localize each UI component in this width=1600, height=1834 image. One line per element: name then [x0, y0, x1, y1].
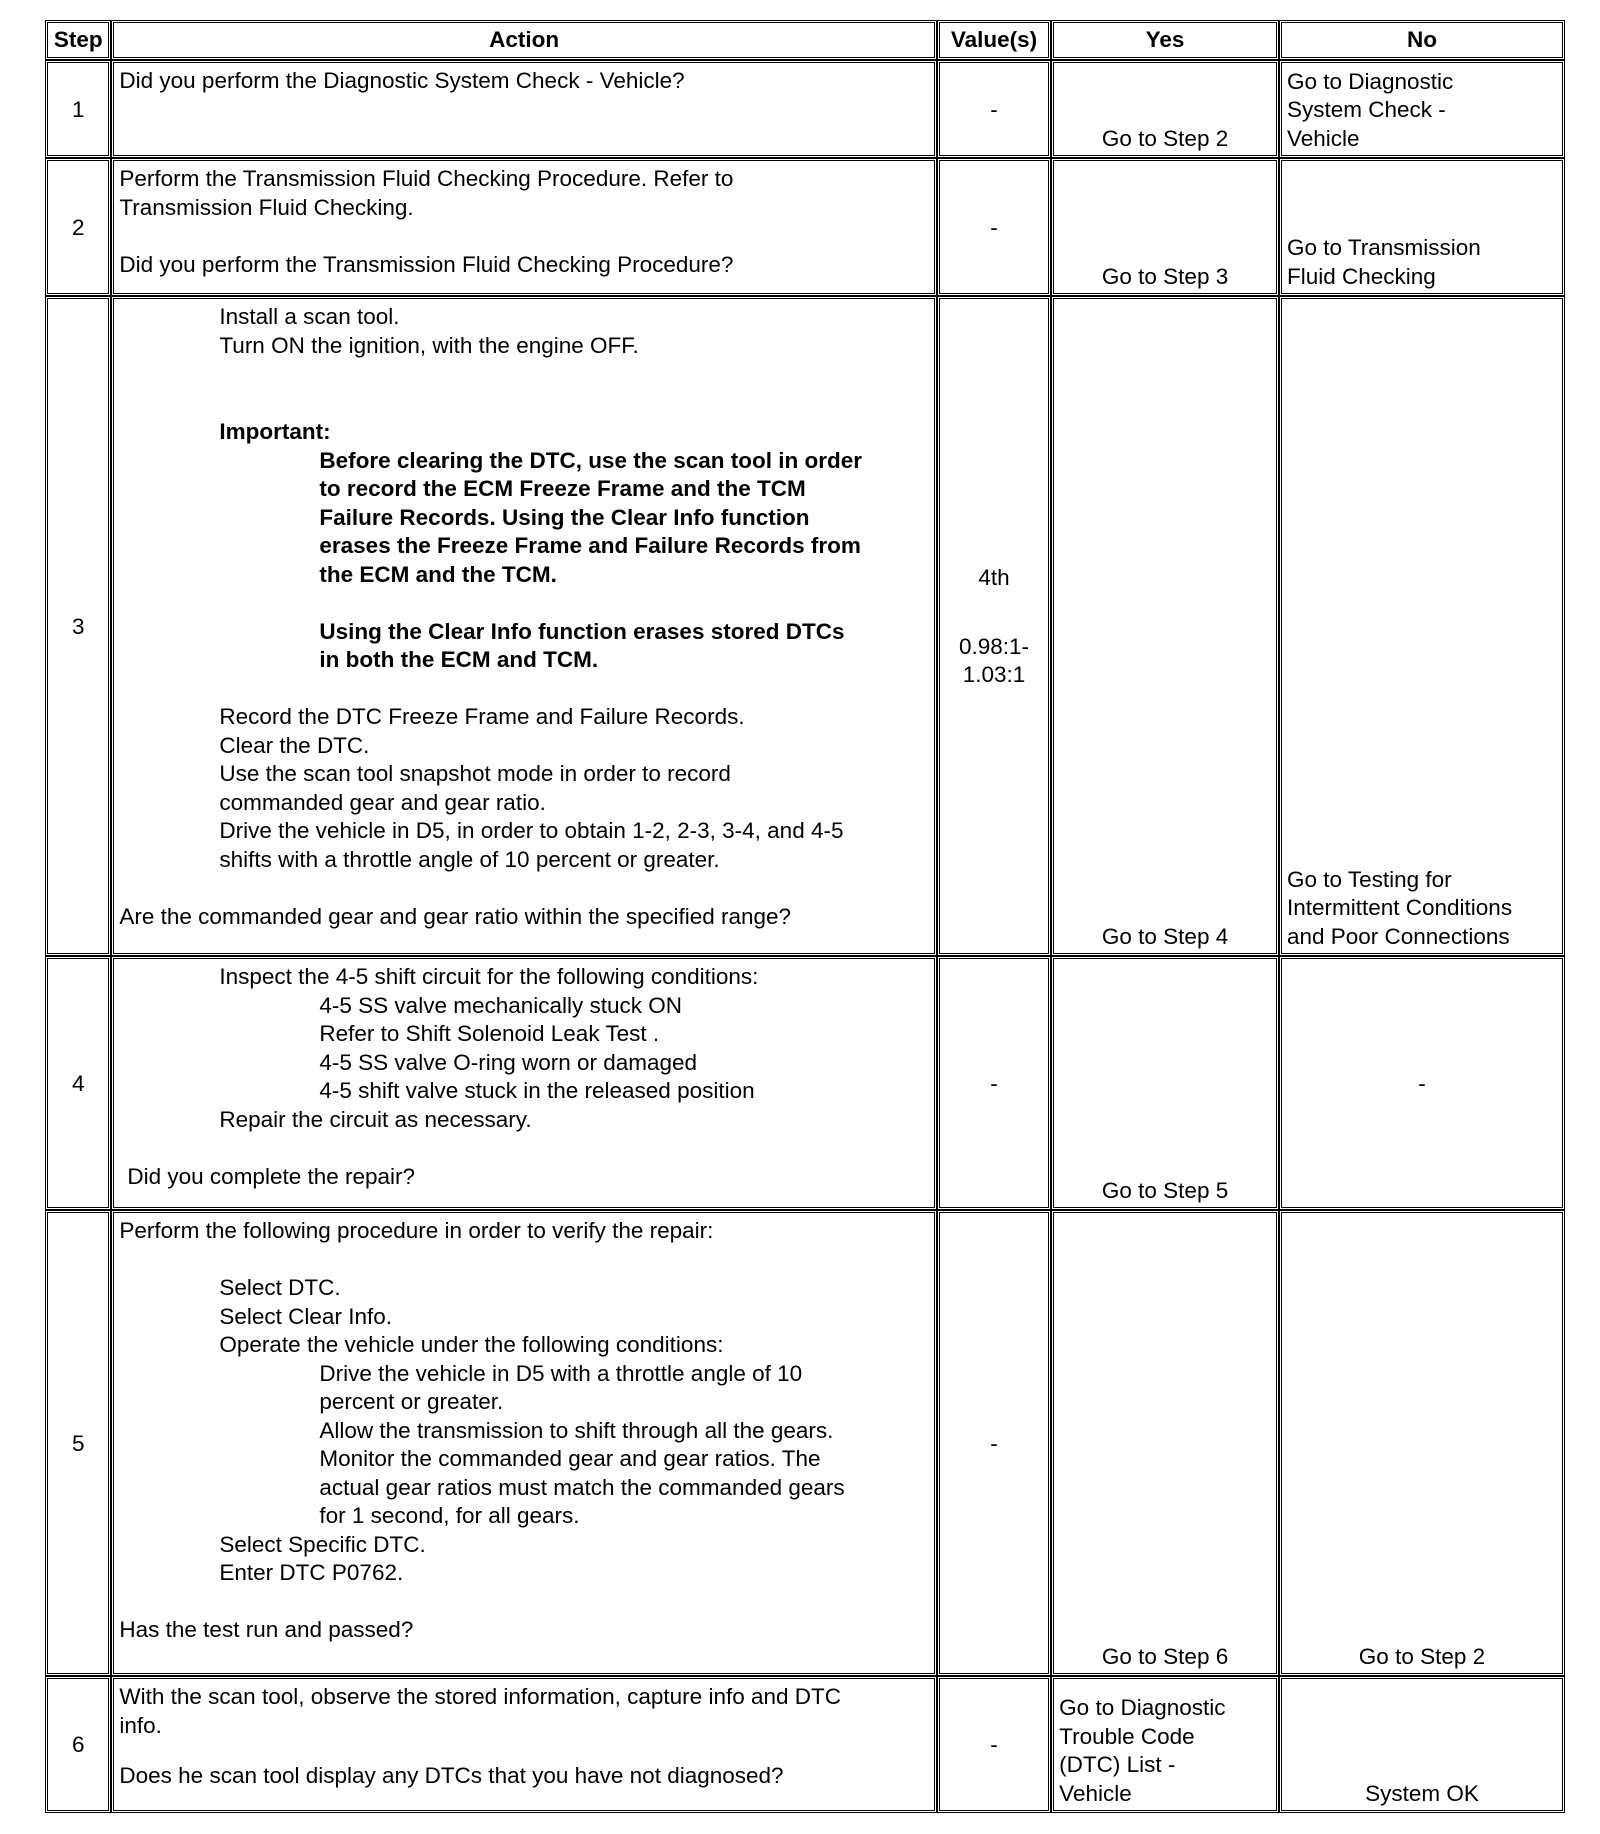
action-line: Does he scan tool display any DTCs that you have not diagnosed?	[119, 1763, 784, 1788]
yes-cell	[1051, 1676, 1279, 1813]
value-cell: -	[937, 1210, 1051, 1676]
step-number: 5	[45, 1210, 111, 1676]
important-text: Failure Records. Using the Clear Info function	[319, 504, 810, 530]
action-line: Select DTC.	[219, 1275, 341, 1300]
action-line: Install a scan tool.	[219, 304, 400, 329]
step-number: 6	[45, 1676, 111, 1813]
action-line: Did you perform the Transmission Fluid Checking Procedure?	[119, 251, 734, 277]
value-line: 1.03:1	[962, 662, 1026, 688]
spacer	[119, 1588, 928, 1617]
diagnostic-table	[45, 20, 1565, 1813]
no-line: and Poor Connections	[1286, 923, 1510, 949]
table-row	[45, 1210, 1565, 1676]
important-text: to record the ECM Freeze Frame and the TCM	[319, 476, 806, 501]
no-cell	[1279, 158, 1565, 296]
no-line: Fluid Checking	[1286, 263, 1436, 289]
yes-cell: Go to Step 3	[1051, 158, 1279, 296]
header-step: Step	[45, 20, 111, 60]
no-line: Go to Testing for	[1286, 866, 1452, 892]
header-action: Action	[111, 20, 936, 60]
yes-cell: Go to Step 5	[1051, 956, 1279, 1210]
action-line: Did you complete the repair?	[127, 1163, 416, 1189]
action-line: shifts with a throttle angle of 10 percent or greater.	[219, 846, 720, 872]
action-line: actual gear ratios must match the commanded gears	[319, 1474, 845, 1500]
action-line: Transmission Fluid Checking.	[119, 194, 414, 220]
yes-cell: Go to Step 4	[1051, 296, 1279, 956]
step-number: 2	[45, 158, 111, 296]
action-line: Are the commanded gear and gear ratio within the specified range?	[119, 903, 792, 929]
action-cell	[111, 158, 936, 296]
spacer	[119, 1740, 928, 1762]
yes-cell: Go to Step 2	[1051, 60, 1279, 158]
value-cell: -	[937, 956, 1051, 1210]
no-cell	[1279, 296, 1565, 956]
value-cell: -	[937, 1676, 1051, 1813]
no-line: Vehicle	[1286, 125, 1360, 151]
header-row	[45, 20, 1565, 60]
no-line: Go to Transmission	[1286, 235, 1481, 260]
no-cell: Go to Step 2	[1279, 1210, 1565, 1676]
action-line: 4-5 SS valve mechanically stuck ON	[319, 992, 683, 1018]
action-cell	[111, 60, 936, 158]
important-text: erases the Freeze Frame and Failure Records from	[319, 533, 861, 558]
action-line: percent or greater.	[319, 1389, 504, 1414]
spacer	[119, 1246, 928, 1275]
table-row	[45, 60, 1565, 158]
action-cell	[111, 1210, 936, 1676]
action-line: Did you perform the Diagnostic System Check - Vehicle?	[119, 68, 685, 93]
table-row	[45, 158, 1565, 296]
yes-line: Trouble Code	[1059, 1723, 1195, 1749]
spacer	[119, 675, 928, 704]
action-line: Perform the Transmission Fluid Checking Procedure. Refer to	[119, 166, 734, 191]
action-line: Perform the following procedure in order to verify the repair:	[119, 1218, 714, 1243]
important-label: Important:	[219, 419, 331, 444]
no-line: Go to Diagnostic	[1286, 68, 1454, 94]
action-line: Refer to Shift Solenoid Leak Test .	[319, 1021, 660, 1046]
step-number: 3	[45, 296, 111, 956]
value-cell	[937, 296, 1051, 956]
spacer	[119, 222, 928, 251]
action-line: With the scan tool, observe the stored information, capture info and DTC	[119, 1684, 842, 1709]
yes-line: Go to Diagnostic	[1059, 1695, 1226, 1720]
spacer	[119, 360, 928, 418]
action-line: Repair the circuit as necessary.	[219, 1106, 532, 1132]
value-cell: -	[937, 158, 1051, 296]
spacer	[119, 1134, 928, 1163]
value-cell: -	[937, 60, 1051, 158]
action-line: Select Clear Info.	[219, 1303, 392, 1329]
action-cell	[111, 956, 936, 1210]
important-text: Using the Clear Info function erases stored DTCs	[319, 618, 845, 644]
header-no: No	[1279, 20, 1565, 60]
no-line: System Check -	[1286, 97, 1446, 122]
action-line: Record the DTC Freeze Frame and Failure Records.	[219, 704, 745, 729]
action-line: Inspect the 4-5 shift circuit for the following conditions:	[219, 964, 759, 989]
action-line: Allow the transmission to shift through all the gears.	[319, 1417, 834, 1443]
spacer	[119, 874, 928, 903]
spacer	[945, 593, 1043, 633]
action-line: Turn ON the ignition, with the engine OFF.	[219, 332, 639, 358]
action-line: Select Specific DTC.	[219, 1531, 426, 1557]
action-line: for 1 second, for all gears.	[319, 1503, 580, 1528]
important-text: Before clearing the DTC, use the scan tool in order	[319, 447, 862, 473]
action-line: 4-5 shift valve stuck in the released position	[319, 1078, 755, 1103]
header-yes: Yes	[1051, 20, 1279, 60]
value-line: 0.98:1-	[958, 633, 1029, 659]
table-row	[45, 1676, 1565, 1813]
spacer	[119, 589, 928, 618]
action-line: Has the test run and passed?	[119, 1617, 414, 1642]
action-line: Enter DTC P0762.	[219, 1560, 404, 1585]
action-line: Monitor the commanded gear and gear ratios. The	[319, 1446, 821, 1471]
action-cell	[111, 1676, 936, 1813]
step-number: 1	[45, 60, 111, 158]
action-line: Use the scan tool snapshot mode in order to record	[219, 761, 731, 786]
step-number: 4	[45, 956, 111, 1210]
no-cell	[1279, 60, 1565, 158]
table-row	[45, 296, 1565, 956]
action-line: Operate the vehicle under the following conditions:	[219, 1332, 724, 1357]
action-line: Clear the DTC.	[219, 732, 370, 758]
no-cell: -	[1279, 956, 1565, 1210]
action-line: Drive the vehicle in D5 with a throttle angle of 10	[319, 1360, 803, 1386]
action-line: info.	[119, 1712, 162, 1738]
important-text: the ECM and the TCM.	[319, 561, 557, 587]
no-cell: System OK	[1279, 1676, 1565, 1813]
action-line: commanded gear and gear ratio.	[219, 789, 546, 815]
action-line: Drive the vehicle in D5, in order to obtain 1-2, 2-3, 3-4, and 4-5	[219, 818, 844, 843]
value-line: 4th	[978, 565, 1010, 591]
action-line: 4-5 SS valve O-ring worn or damaged	[319, 1049, 698, 1075]
yes-line: Vehicle	[1059, 1780, 1132, 1806]
yes-line: (DTC) List -	[1059, 1752, 1176, 1777]
table-row	[45, 956, 1565, 1210]
no-line: Intermittent Conditions	[1286, 895, 1513, 920]
yes-cell: Go to Step 6	[1051, 1210, 1279, 1676]
action-cell	[111, 296, 936, 956]
important-text: in both the ECM and TCM.	[319, 647, 599, 672]
header-values: Value(s)	[937, 20, 1051, 60]
